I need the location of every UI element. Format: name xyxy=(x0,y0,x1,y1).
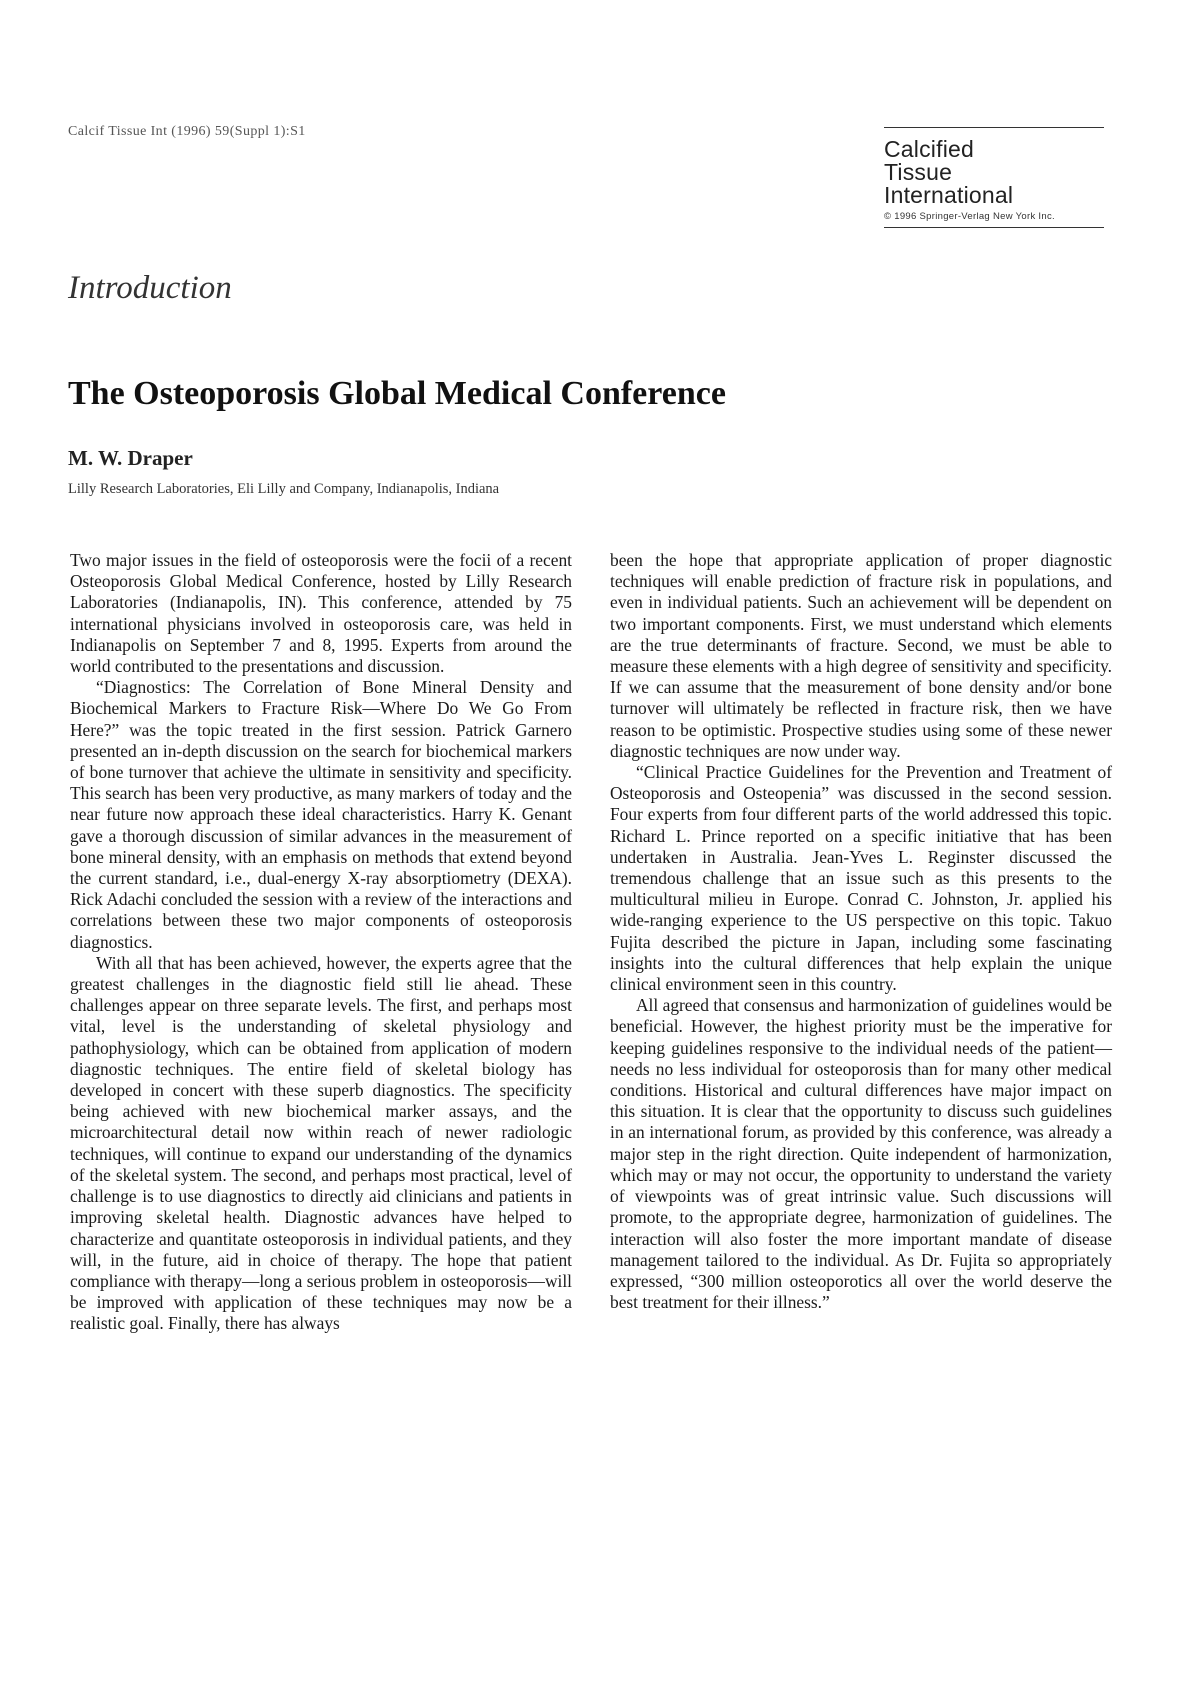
logo-line-tissue: Tissue xyxy=(884,159,953,185)
author-affiliation: Lilly Research Laboratories, Eli Lilly and Company, Indianapolis, Indiana xyxy=(68,481,500,497)
section-label: Introduction xyxy=(68,270,232,306)
journal-logo xyxy=(884,127,1104,228)
paper-title: The Osteoporosis Global Medical Conference xyxy=(68,375,726,412)
left-column xyxy=(70,550,572,1335)
body-paragraph: With all that has been achieved, however, the experts agree that the greatest challenges in the diagnostic field still lie ahead. These challenges appear on three separate levels. The first, and perhaps most vital, level is the understanding of skeletal physiology and pathophysiology, which can be obtained from application of modern diagnostic techniques. The entire field of skeletal biology has developed in concert with these superb diagnostics. The specificity being achieved with new biochemical marker assays, and the microarchitectural detail now within reach of newer radiologic techniques, will continue to expand our understanding of the dynamics of the skeletal system. The second, and perhaps most practical, level of challenge is to use diagnostics to directly aid clinicians and patients in improving skeletal health. Diagnostic advances have helped to characterize and quantitate osteoporosis in individual patients, and they will, in the future, aid in choice of therapy. The hope that patient compliance with therapy—long a serious problem in osteoporosis—will be improved with application of these techniques may now be a realistic goal. Finally, there has always xyxy=(70,952,572,1334)
body-paragraph: All agreed that consensus and harmonization of guidelines would be beneficial. However, the highest priority must be the imperative for keeping guidelines responsive to the individual needs of the patient—needs no less individual for osteoporosis than for many other medical conditions. Historical and cultural differences have major impact on this situation. It is clear that the opportunity to discuss such guidelines in an international forum, as provided by this conference, was already a major step in the right direction. Quite independent of harmonization, which may or may not occur, the opportunity to understand the variety of viewpoints was of great intrinsic value. Such discussions will promote, to the appropriate degree, harmonization of guidelines. The interaction will also foster the more important mandate of disease management tailored to the individual. As Dr. Fujita so appropriately expressed, “300 million osteoporotics all over the world deserve the best treatment for their illness.” xyxy=(610,995,1112,1313)
body-paragraph: been the hope that appropriate application of proper diagnostic techniques will enable prediction of fracture risk in populations, and even in individual patients. Such an achievement will be dependent on two important components. First, we must understand which elements are the true determinants of fracture. Second, we must be able to measure these elements with a high degree of sensitivity and specificity. If we can assume that the measurement of bone density and/or bone turnover will ultimately be reflected in fracture risk, then we have reason to be optimistic. Prospective studies using some of these newer diagnostic techniques are now under way. xyxy=(610,550,1112,761)
logo-line-international: International xyxy=(884,182,1014,208)
body-paragraph: Two major issues in the field of osteoporosis were the focii of a recent Osteoporosis Global Medical Conference, hosted by Lilly Research Laboratories (Indianapolis, IN). This conference, attended by 75 international physicians involved in osteoporosis care, was held in Indianapolis on September 7 and 8, 1995. Experts from around the world contributed to the presentations and discussion. xyxy=(70,550,572,677)
body-paragraph: “Clinical Practice Guidelines for the Prevention and Treatment of Osteoporosis and Osteopenia” was discussed in the second session. Four experts from four different parts of the world addressed this topic. Richard L. Prince reported on a specific initiative that has been undertaken in Australia. Jean-Yves L. Reginster discussed the tremendous challenge that an issue such as this presents to the multicultural milieu in Europe. Conrad C. Johnston, Jr. applied his wide-ranging experience to the US perspective on this topic. Takuo Fujita described the picture in Japan, including some fascinating insights into the cultural differences that help explain the unique clinical environment seen in this country. xyxy=(610,762,1112,995)
logo-line-calcified: Calcified xyxy=(884,136,975,162)
author-name: M. W. Draper xyxy=(68,446,193,470)
copyright-notice: © 1996 Springer-Verlag New York Inc. xyxy=(884,211,1104,228)
journal-citation: Calcif Tissue Int (1996) 59(Suppl 1):S1 xyxy=(68,124,306,139)
right-column xyxy=(610,550,1112,1313)
body-paragraph: “Diagnostics: The Correlation of Bone Mineral Density and Biochemical Markers to Fracture Risk—Where Do We Go From Here?” was the topic treated in the first session. Patrick Garnero presented an in-depth discussion on the search for biochemical markers of bone turnover that achieve the ultimate in sensitivity and specificity. This search has been very productive, as many markers of today and the near future now approach these ideal characteristics. Harry K. Genant gave a thorough discussion of similar advances in the measurement of bone mineral density, with an emphasis on methods that extend beyond the current standard, i.e., dual-energy X-ray absorptiometry (DEXA). Rick Adachi concluded the session with a review of the interactions and correlations between these two major components of osteoporosis diagnostics. xyxy=(70,677,572,952)
